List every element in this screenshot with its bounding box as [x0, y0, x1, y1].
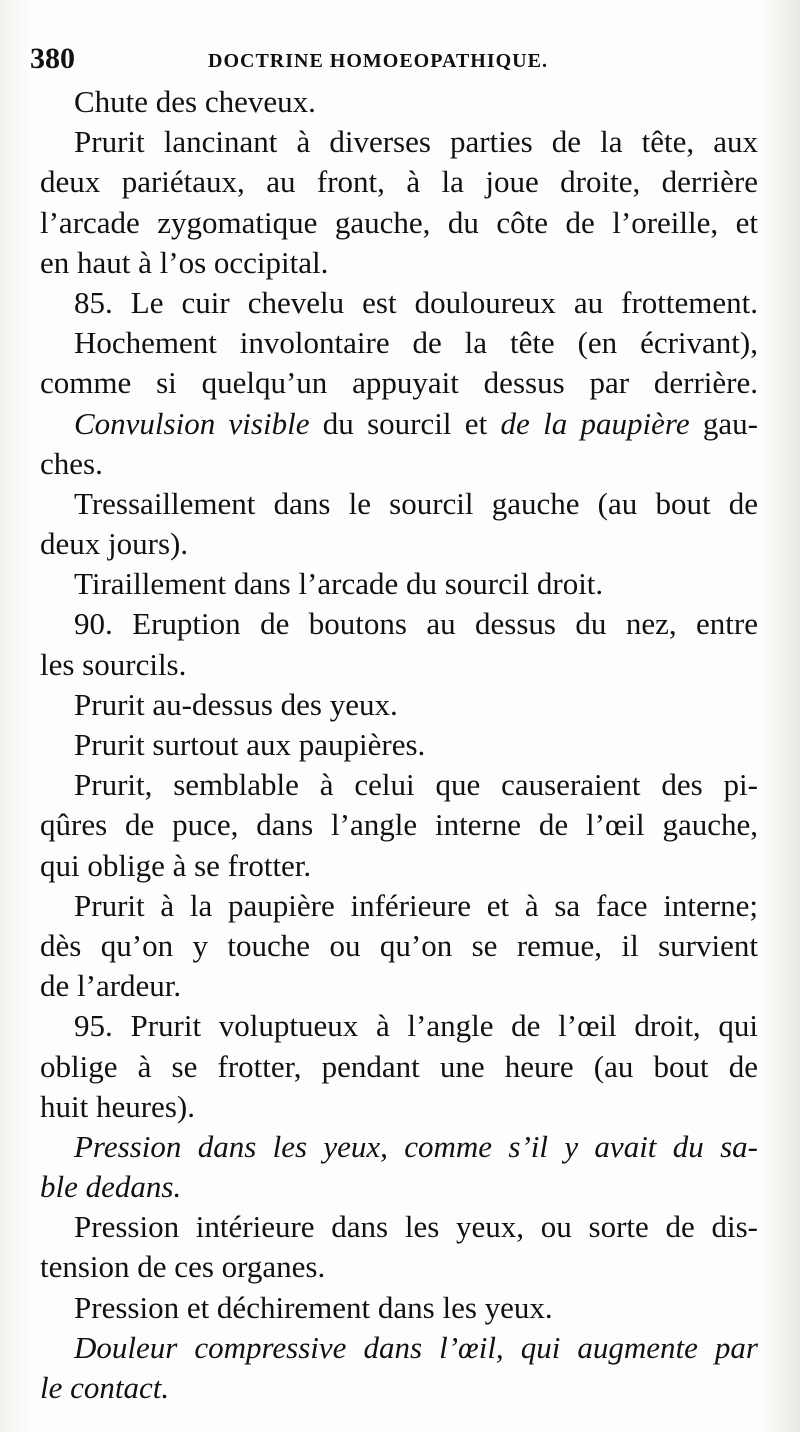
text-line [40, 404, 758, 444]
italic-text: Convulsion visible [74, 405, 310, 441]
text-line [40, 524, 758, 564]
text-line [40, 1328, 758, 1368]
italic-text: ble dedans. [40, 1169, 182, 1205]
text-span: 95. Prurit voluptueux à l’angle de l’œil droit, qui [74, 1008, 758, 1044]
text-span: dès qu’on y touche ou qu’on se remue, il survient [40, 927, 758, 963]
page-header [30, 42, 760, 82]
text-line [40, 1207, 758, 1247]
italic-text: Douleur compressive dans l’œil, qui augmente par [74, 1329, 758, 1365]
text-line [40, 1006, 758, 1046]
text-line [40, 604, 758, 644]
text-line [40, 765, 758, 805]
text-line [40, 283, 758, 323]
text-span: Tressaillement dans le sourcil gauche (au bout de [74, 485, 758, 521]
text-span: en haut à l’os occipital. [40, 244, 329, 280]
text-span: Tiraillement dans l’arcade du sourcil droit. [74, 566, 604, 602]
text-span: Prurit au-dessus des yeux. [74, 686, 398, 722]
italic-text: de la paupière [500, 405, 690, 441]
text-span: gau- [689, 405, 758, 441]
text-line [40, 966, 758, 1006]
running-head: DOCTRINE HOMOEOPATHIQUE. [208, 50, 548, 72]
text-line [40, 203, 758, 243]
text-span: oblige à se frotter, pendant une heure (au bout de [40, 1048, 758, 1084]
italic-text: le contact. [40, 1370, 170, 1405]
text-line [40, 444, 758, 484]
text-span: Chute des cheveux. [74, 84, 316, 119]
italic-text: Pression dans les yeux, comme s’il y avait du sa- [74, 1128, 758, 1164]
text-span: Pression intérieure dans les yeux, ou sorte de dis- [74, 1209, 758, 1245]
text-span: Prurit surtout aux paupières. [74, 727, 426, 762]
text-span: deux jours). [40, 526, 189, 562]
text-line [40, 243, 758, 283]
text-span: Prurit, semblable à celui que causeraient des pi- [74, 767, 758, 803]
text-line [40, 1288, 758, 1328]
text-line [40, 725, 758, 765]
text-span: deux pariétaux, au front, à la joue droite, derrière [40, 164, 758, 200]
text-line [40, 846, 758, 886]
text-span: de l’ardeur. [40, 968, 182, 1004]
text-line [40, 82, 758, 122]
text-line [40, 363, 758, 403]
text-span: Prurit lancinant à diverses parties de la tête, aux [74, 124, 758, 160]
text-span: qûres de puce, dans l’angle interne de l’œil gauche, [40, 807, 758, 843]
text-line [40, 645, 758, 685]
text-line [40, 122, 758, 162]
text-line [40, 484, 758, 524]
text-span: Prurit à la paupière inférieure et à sa face interne; [74, 887, 758, 923]
text-span: qui oblige à se frotter. [40, 847, 312, 883]
page-number: 380 [30, 42, 75, 75]
text-line [40, 1087, 758, 1127]
text-line [40, 1047, 758, 1087]
text-line [40, 1127, 758, 1167]
text-span: huit heures). [40, 1088, 195, 1124]
text-line [40, 323, 758, 363]
text-line [40, 926, 758, 966]
text-line [40, 1368, 758, 1408]
text-span: les sourcils. [40, 646, 187, 682]
text-span: du sourcil et [309, 405, 501, 441]
body-text [40, 82, 758, 1408]
text-span: tension de ces organes. [40, 1249, 326, 1285]
text-line [40, 564, 758, 604]
text-span: l’arcade zygomatique gauche, du côte de l’oreille, et [40, 204, 758, 240]
text-span: comme si quelqu’un appuyait dessus par derrière. [40, 365, 758, 401]
text-span: 85. Le cuir chevelu est douloureux au frottement. [74, 284, 758, 320]
text-line [40, 1247, 758, 1287]
text-span: ches. [40, 445, 103, 481]
text-line [40, 1167, 758, 1207]
text-span: Hochement involontaire de la tête (en écrivant), [74, 325, 758, 361]
text-line [40, 162, 758, 202]
text-line [40, 886, 758, 926]
text-line [40, 805, 758, 845]
text-line [40, 685, 758, 725]
text-span: Pression et déchirement dans les yeux. [74, 1289, 553, 1325]
text-span: 90. Eruption de boutons au dessus du nez, entre [74, 606, 758, 642]
